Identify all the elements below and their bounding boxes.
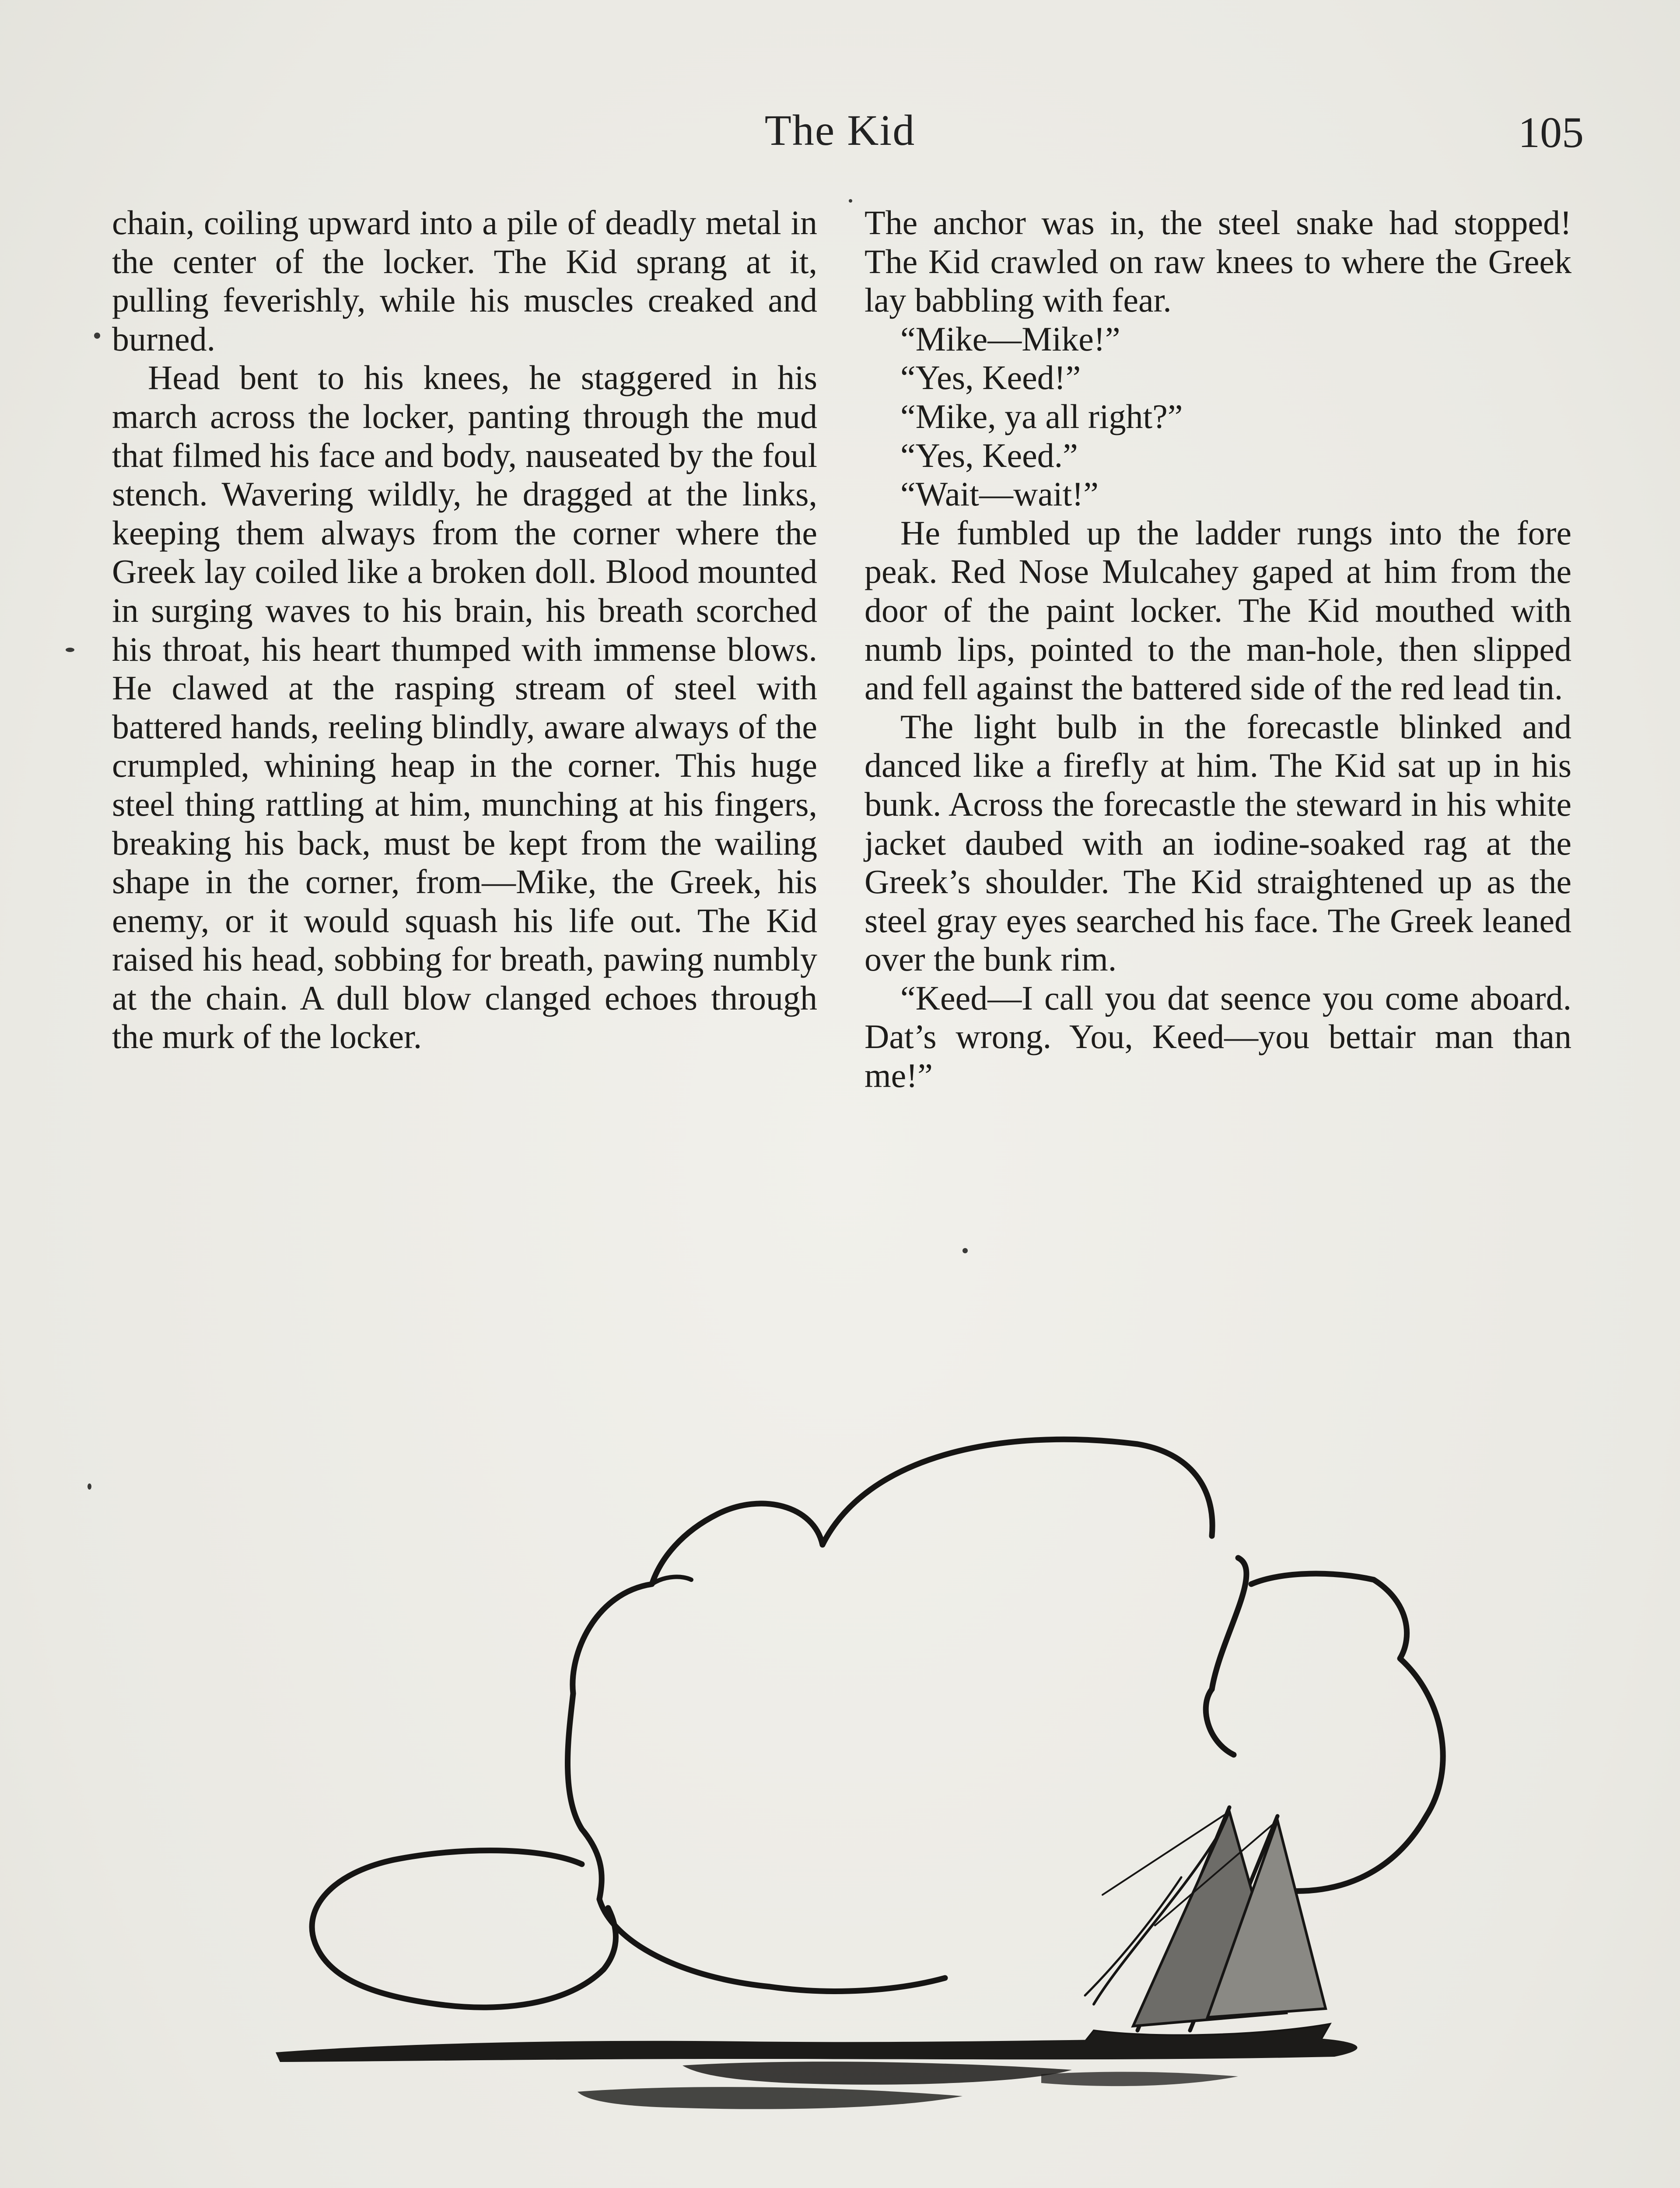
paragraph: “Keed—I call you dat seence you come aboard. Dat’s wrong. You, Keed—you bettair man than me!”	[864, 978, 1572, 1095]
paragraph: chain, coiling upward into a pile of deadly metal in the center of the locker. The Kid sprang at it, pulling feverishly, while his muscles creaked and burned.	[112, 203, 817, 358]
paragraph: The anchor was in, the steel snake had stopped! The Kid crawled on raw knees to where the Greek lay babbling with fear.	[864, 203, 1572, 319]
paper-speck	[849, 199, 852, 203]
water-strokes	[276, 2037, 1357, 2109]
dialogue-line: “Yes, Keed.”	[900, 436, 1078, 474]
page-number: 105	[1518, 108, 1584, 157]
left-text-column	[112, 203, 817, 1056]
right-text-column	[864, 203, 1572, 1095]
paragraph: He fumbled up the ladder rungs into the fore peak. Red Nose Mulcahey gaped at him from the door of the paint locker. The Kid mouthed with numb lips, pointed to the man-hole, then slipped and fell against the battered side of the red lead tin.	[864, 513, 1572, 707]
paper-speck	[66, 648, 74, 652]
paper-speck	[962, 1248, 968, 1253]
dialogue-line: “Yes, Keed!”	[900, 358, 1081, 397]
dialogue-line: “Mike, ya all right?”	[900, 397, 1183, 435]
running-title: The Kid	[764, 106, 916, 154]
paragraph: The light bulb in the forecastle blinked and danced like a firefly at him. The Kid sat up in his bunk. Across the forecastle the steward in his white jacket daubed with an iodine-soaked rag at the Greek’s shoulder. The Kid straightened up as the steel gray eyes searched his face. The Greek leaned over the bunk rim.	[864, 707, 1572, 978]
sailboat	[1085, 1807, 1330, 2046]
paragraph: Head bent to his knees, he staggered in his march across the locker, panting through the mud that filmed his face and body, nauseated by the foul stench. Wavering wildly, he dragged at the links, keeping them always from the corner where the Greek lay coiled like a broken doll. Blood mounted in surging waves to his brain, his breath scorched his throat, his heart thumped with immense blows. He clawed at the rasping stream of steel with battered hands, reeling blindly, aware always of the crumpled, whining heap in the corner. This huge steel thing rattling at him, munching at his fingers, breaking his back, must be kept from the wailing shape in the corner, from—Mike, the Greek, his enemy, or it would squash his life out. The Kid raised his head, sobbing for breath, pawing numbly at the chain. A dull blow clanged echoes through the murk of the locker.	[112, 358, 817, 1056]
cloud-sailboat-illustration	[262, 1418, 1452, 2162]
paper-speck	[88, 1483, 91, 1490]
dialogue-line: “Wait—wait!”	[900, 475, 1099, 513]
paper-speck	[94, 333, 100, 339]
dialogue-line: “Mike—Mike!”	[900, 319, 1120, 358]
